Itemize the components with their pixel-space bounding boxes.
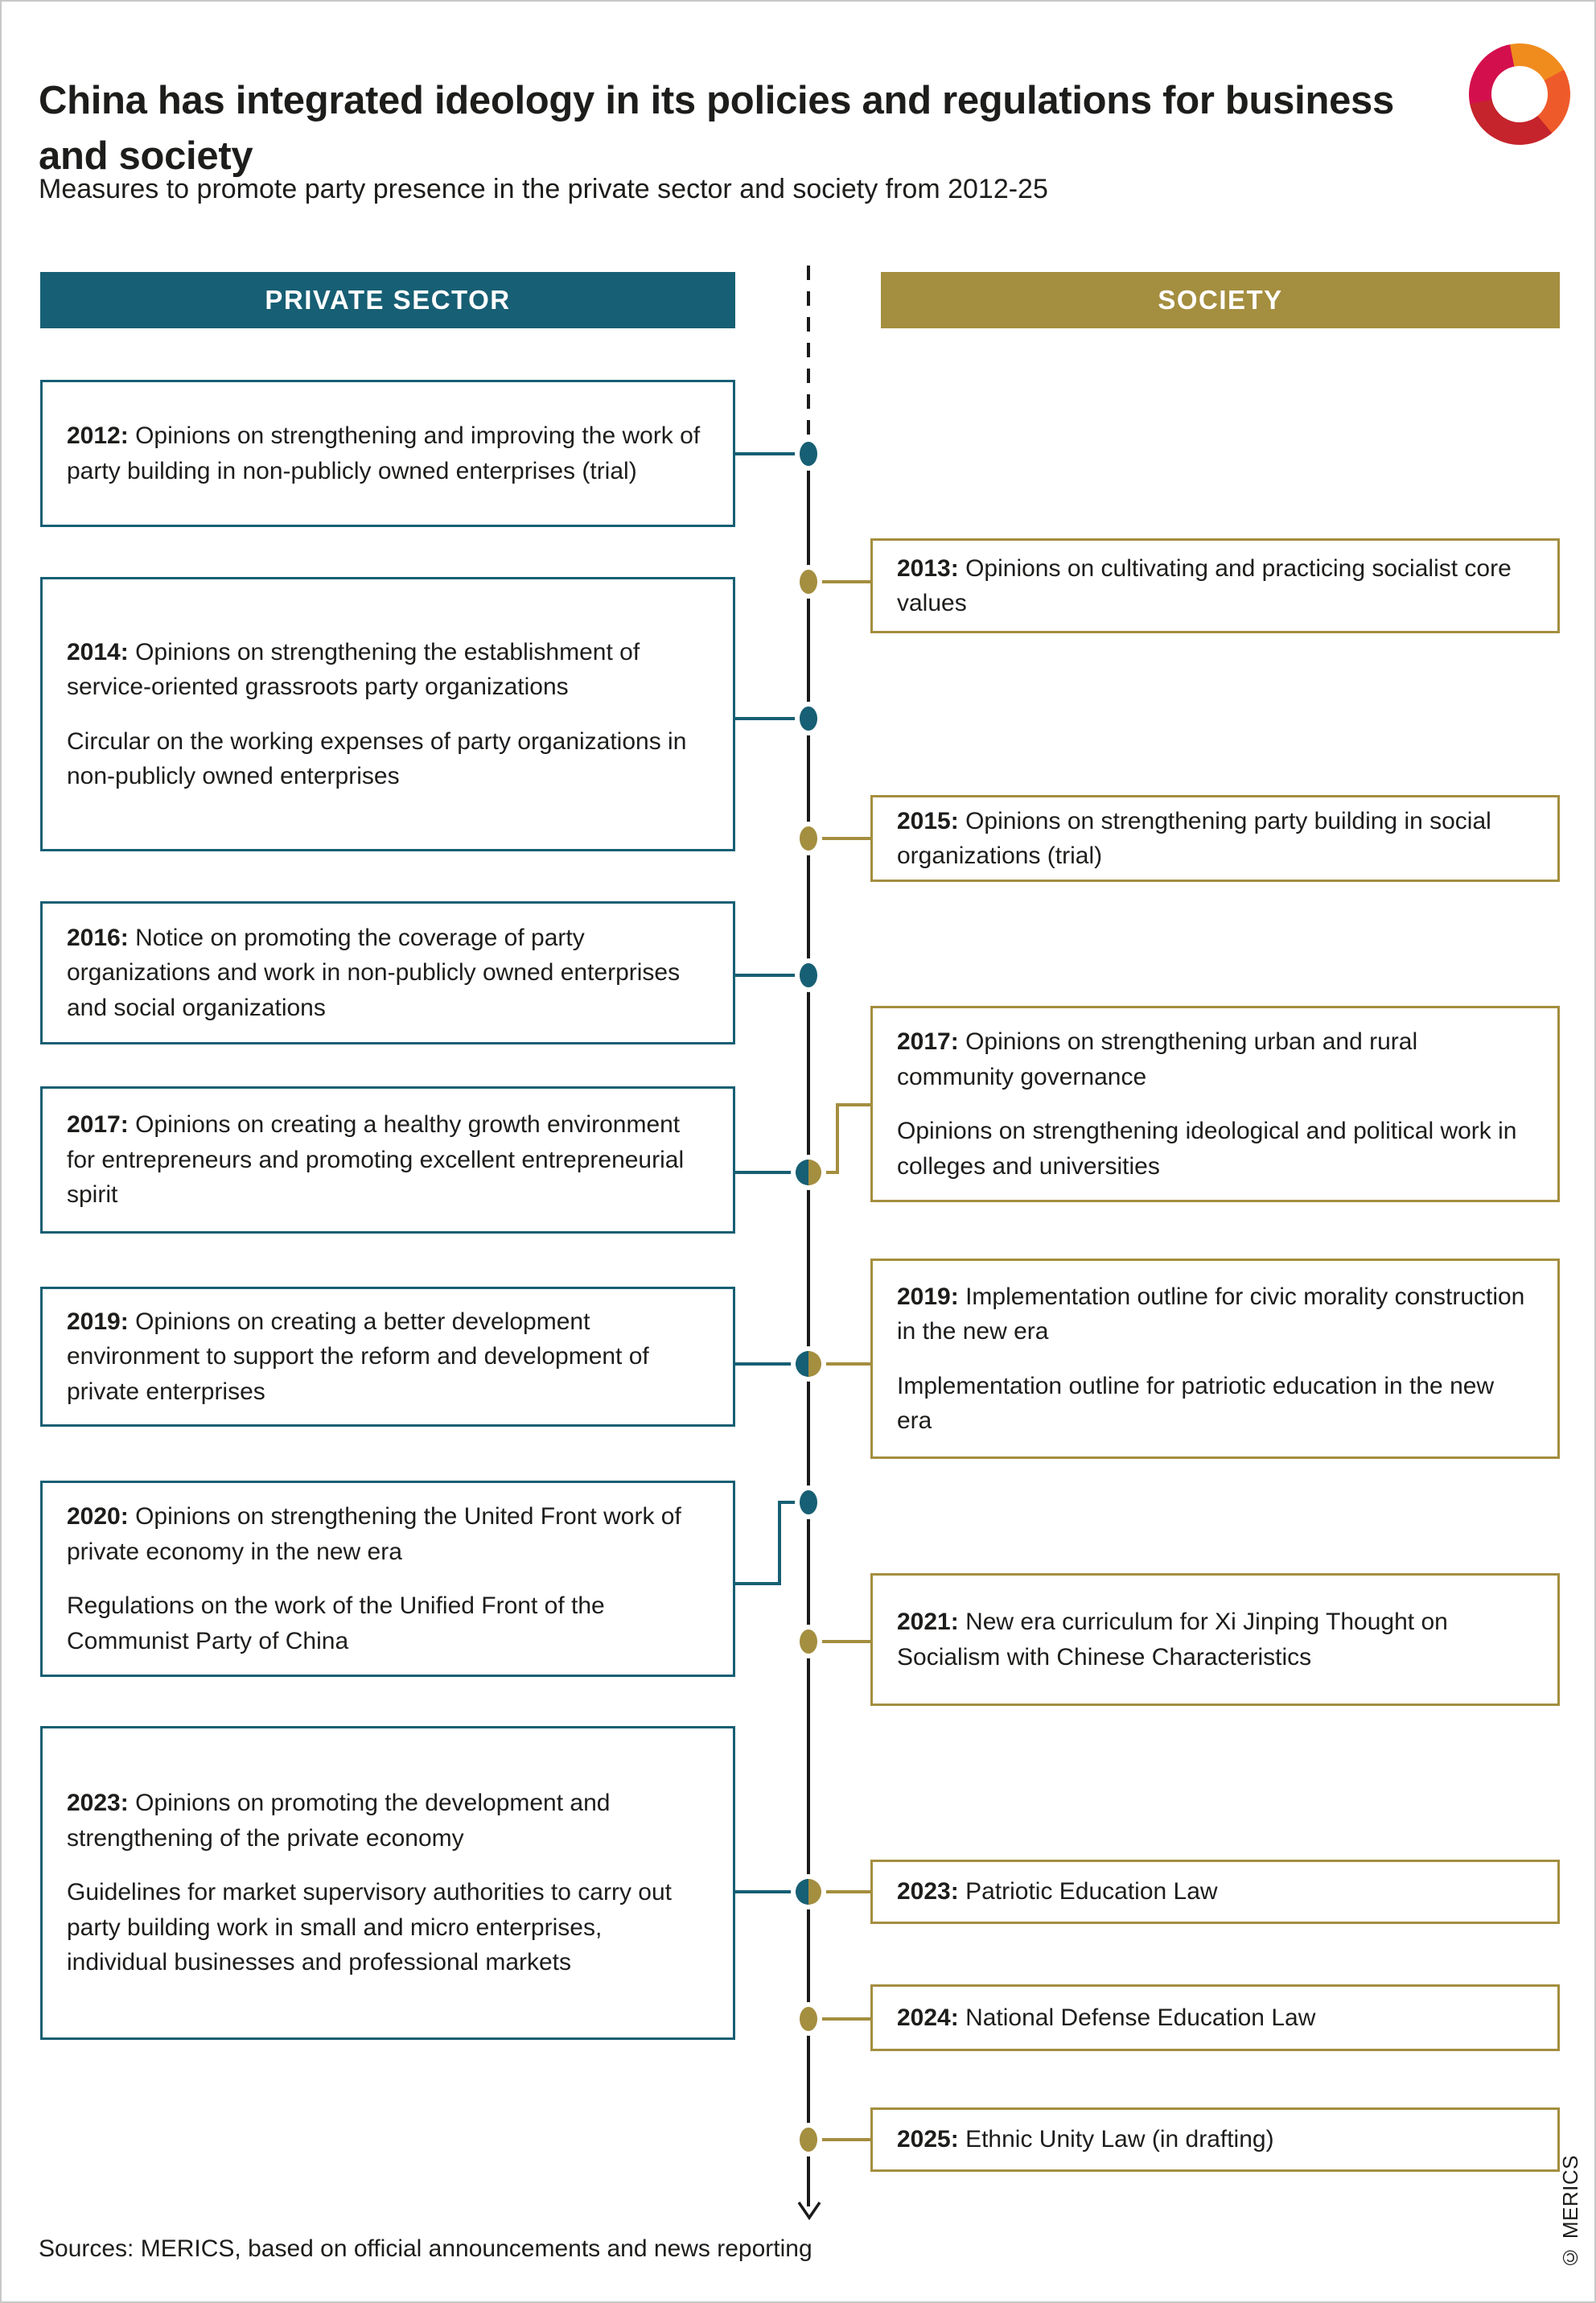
timeline-arrow-icon [796,2200,822,2223]
event-box-2012-private [40,380,735,527]
event-text: Opinions on strengthening urban and rural community governance [897,1028,1418,1090]
event-dot-2019-dual [796,1351,821,1377]
event-text: National Defense Education Law [965,2004,1316,2031]
event-dot-2023-dual [796,1879,821,1905]
sources-note: Sources: MERICS, based on official announcements and news reporting [39,2235,812,2262]
event-year: 2017: [897,1028,959,1055]
event-box-2013-society [870,538,1560,633]
event-text: Opinions on strengthening the establishment of service-oriented grassroots party organizations [67,638,640,700]
event-text: Implementation outline for civic morality construction in the new era [897,1283,1525,1345]
connector-2017-society-elbow-vertical [836,1103,839,1174]
event-dot-2017-dual [796,1160,821,1185]
event-box-2020-private [40,1481,735,1677]
merics-logo-icon [1458,32,1582,156]
event-text: Regulations on the work of the Unified Front of the Communist Party of China [67,1592,605,1654]
connector-2020-elbow-bottom [734,1582,781,1585]
page-title: China has integrated ideology in its policies and regulations for business and society [39,78,1394,179]
column-header-society [881,272,1560,328]
event-text: Guidelines for market supervisory authorities to carry out party building work in small and micro enterprises, individual businesses and professional markets [67,1879,672,1976]
column-header-society-label: SOCIETY [1158,285,1283,315]
event-year: 2017: [67,1111,129,1139]
event-dot-2020 [800,1490,817,1514]
event-box-2014-private [40,577,735,851]
event-year: 2015: [897,807,959,834]
event-dot-2012 [800,442,817,466]
event-year: 2024: [897,2004,959,2031]
event-dot-2025 [800,2128,817,2152]
event-text: Opinions on creating a better development environment to support the reform and development of private enterprises [67,1308,649,1405]
event-year: 2023: [67,1790,129,1817]
event-box-2017-private [40,1086,735,1234]
event-year: 2025: [897,2126,959,2153]
event-box-2025-society [870,2107,1560,2172]
event-box-2023-private [40,1726,735,2040]
event-text: Opinions on creating a healthy growth environment for entrepreneurs and promoting excellent entrepreneurial spirit [67,1111,685,1209]
event-year: 2023: [897,1878,959,1905]
event-text: Opinions on promoting the development and strengthening of the private economy [67,1790,611,1852]
event-year: 2020: [67,1503,129,1530]
event-dot-2015 [800,826,817,851]
column-header-private-label: PRIVATE SECTOR [265,285,511,315]
event-year: 2021: [897,1609,959,1635]
connector-2012 [734,452,810,455]
event-box-2019-private [40,1287,735,1427]
event-year: 2019: [67,1308,129,1335]
copyright-vertical: © MERICS [1558,2154,1582,2269]
connector-2020-elbow-vertical [778,1501,781,1585]
event-dot-2021 [800,1629,817,1654]
event-text: Opinions on strengthening and improving the work of party building in non-publicly owned enterprises (trial) [67,422,701,484]
event-dot-2014 [800,707,817,731]
connector-2016 [734,974,810,977]
event-box-2023-society [870,1860,1560,1924]
event-text: Ethnic Unity Law (in drafting) [965,2126,1274,2153]
event-text: Patriotic Education Law [965,1878,1218,1905]
event-text: Circular on the working expenses of party organizations in non-publicly owned enterprises [67,727,687,789]
column-header-private-sector [40,272,735,328]
event-box-2017-society [870,1006,1560,1202]
event-text: Opinions on cultivating and practicing socialist core values [897,554,1512,616]
event-text: Opinions on strengthening the United Front work of private economy in the new era [67,1503,681,1565]
event-dot-2013 [800,570,817,594]
event-year: 2019: [897,1283,959,1310]
event-box-2016-private [40,901,735,1044]
timeline-dashed-segment [807,266,810,454]
event-box-2019-society [870,1259,1560,1459]
event-dot-2024 [800,2007,817,2031]
connector-2014 [734,717,810,720]
event-year: 2013: [897,554,959,582]
event-dot-2016 [800,963,817,987]
event-text: New era curriculum for Xi Jinping Thought on Socialism with Chinese Characteristics [897,1609,1448,1671]
connector-2017-society-elbow-top [836,1103,872,1106]
event-year: 2012: [67,422,129,449]
event-text: Opinions on strengthening party building in social organizations (trial) [897,807,1491,869]
event-year: 2016: [67,924,129,951]
event-year: 2014: [67,638,129,665]
event-text: Notice on promoting the coverage of party organizations and work in non-publicly owned enterprises and social organizations [67,924,681,1021]
event-text: Implementation outline for patriotic education in the new era [897,1372,1495,1434]
event-box-2024-society [870,1984,1560,2051]
event-box-2015-society [870,795,1560,882]
event-box-2021-society [870,1573,1560,1706]
page-subtitle: Measures to promote party presence in the private sector and society from 2012-25 [39,174,1048,204]
event-text: Opinions on strengthening ideological and political work in colleges and universities [897,1118,1517,1180]
